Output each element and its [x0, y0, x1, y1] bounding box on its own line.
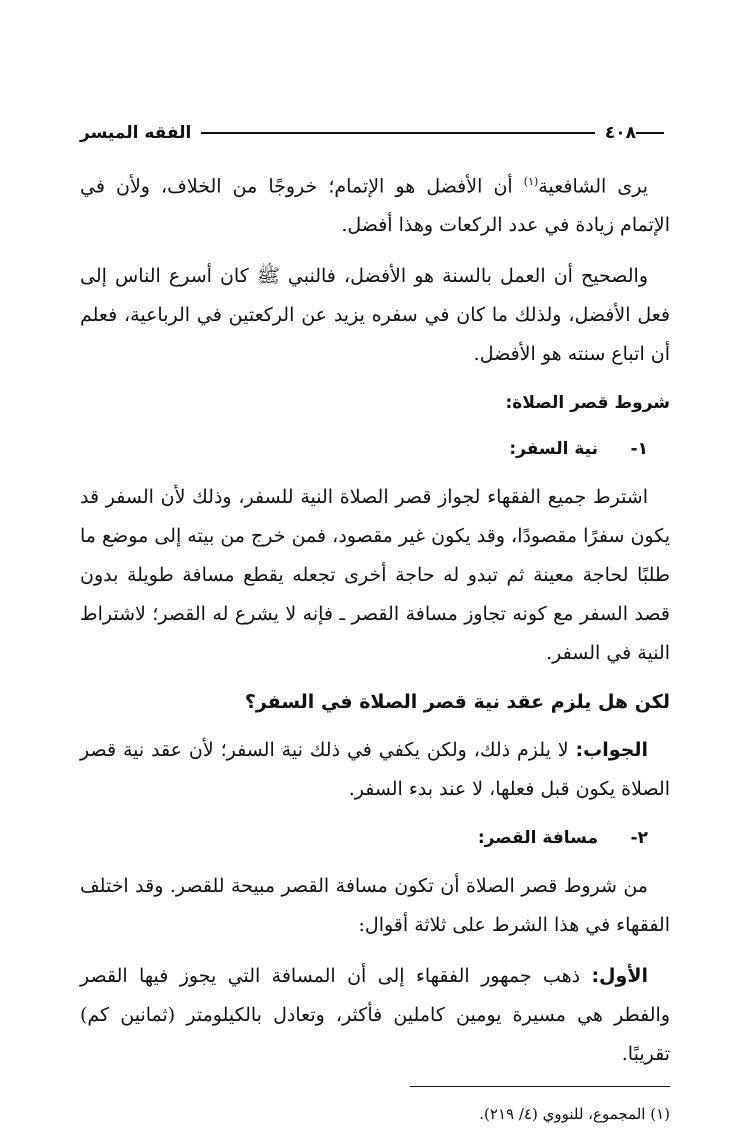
- footnote-divider: [410, 1086, 670, 1087]
- paragraph-correct-view: والصحيح أن العمل بالسنة هو الأفضل، فالنبي ﷺ كان أسرع الناس إلى فعل الأفضل، ولذلك ما كان في سفره يزيد عن الركعتين في الرباعية، فعلم أن اتباع سنته هو الأفضل.: [80, 265, 670, 366]
- footnote: (١) المجموع، للنووي (٤/ ٢١٩).: [479, 1105, 670, 1124]
- header-rule: [201, 132, 595, 134]
- first-label: الأول:: [591, 965, 648, 988]
- paragraph-text: أن الأفضل هو الإتمام؛ خروجًا من الخلاف، ولأن في الإتمام زيادة في عدد الركعات وهذا أفضل.: [80, 175, 670, 237]
- heading-text: مسافة القصر:: [477, 828, 598, 849]
- paragraph-first-opinion: [80, 957, 670, 1074]
- heading-number: ١-: [630, 439, 648, 460]
- paragraph-text: يرى الشافعية: [538, 175, 648, 198]
- paragraph-distance: من شروط قصر الصلاة أن تكون مسافة القصر مبيحة للقصر. وقد اختلف الفقهاء في هذا الشرط على ثلاثة أقوال:: [80, 875, 670, 937]
- paragraph-shafii-view: [80, 162, 670, 245]
- heading-text: نية السفر:: [509, 439, 598, 460]
- heading-distance: [80, 821, 670, 855]
- first-text: ذهب جمهور الفقهاء إلى أن المسافة التي يجوز فيها القصر والفطر هي مسيرة يومين كاملين فأكثر، وتعادل بالكيلومتر (ثمانين كم) تقريبًا.: [80, 965, 670, 1066]
- answer-label: الجواب:: [575, 739, 648, 762]
- heading-conditions: شروط قصر الصلاة:: [505, 393, 670, 414]
- heading-question: لكن هل يلزم عقد نية قصر الصلاة في السفر؟: [244, 691, 670, 714]
- heading-intention: [80, 432, 670, 466]
- answer-text: لا يلزم ذلك، ولكن يكفي في ذلك نية السفر؛ لأن عقد نية قصر الصلاة يكون قبل فعلها، لا عند بدء السفر.: [80, 739, 670, 801]
- page-header: [80, 118, 670, 148]
- book-title: الفقه الميسر: [80, 123, 192, 143]
- page-number: ٤٠٨: [604, 123, 636, 143]
- header-rule-short: [636, 132, 664, 134]
- page-body: [80, 118, 670, 1139]
- footnote-ref: (١): [523, 175, 539, 188]
- heading-number: ٢-: [630, 828, 648, 849]
- paragraph-answer: [80, 731, 670, 809]
- paragraph-intention: اشترط جميع الفقهاء لجواز قصر الصلاة النية للسفر، وذلك لأن السفر قد يكون سفرًا مقصودًا، وقد يكون غير مقصود، فمن خرج من بيته إلى موضع ما طلبًا لحاجة معينة ثم تبدو له حاجة أخرى تجعله يقطع مسافة طويلة بدون قصد السفر مع كونه تجاوز مسافة القصر ـ فإنه لا يشرع له القصر؛ لاشتراط النية في السفر.: [80, 486, 670, 665]
